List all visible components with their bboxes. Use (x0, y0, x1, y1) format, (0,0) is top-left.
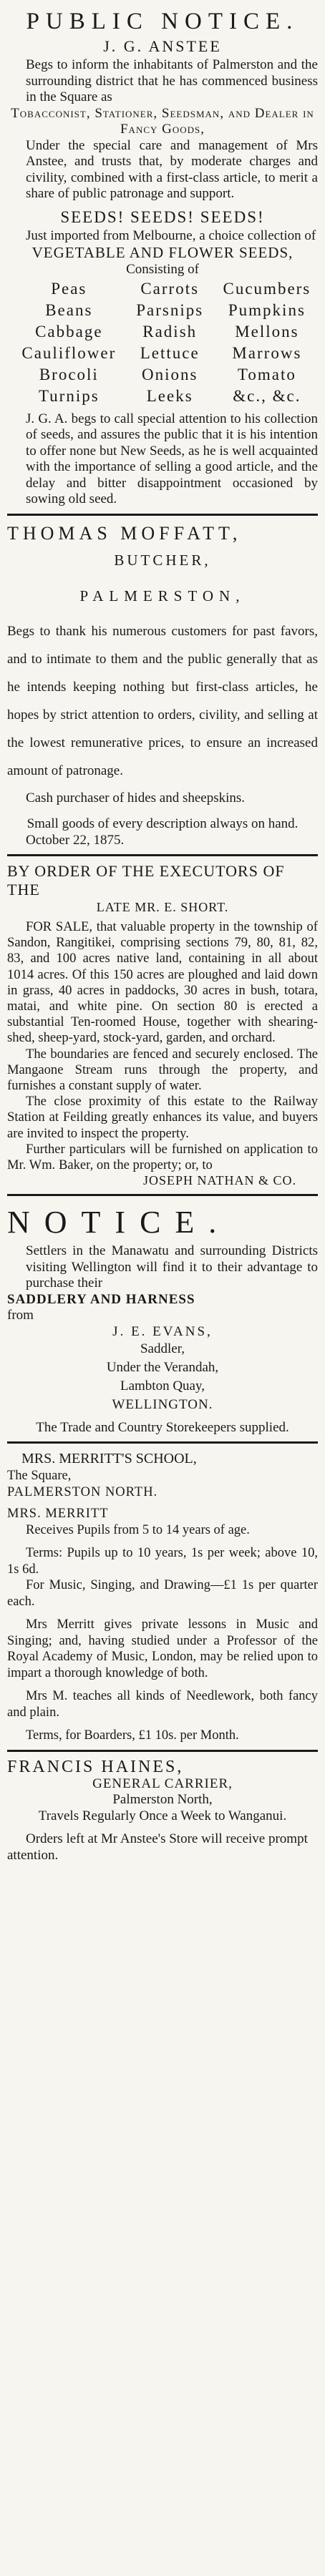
seed-row (7, 321, 318, 343)
divider (7, 1194, 318, 1196)
advertiser-name: J. E. EVANS, (112, 1323, 213, 1339)
vegetable-flower-heading: VEGETABLE AND FLOWER SEEDS, (31, 244, 294, 261)
seed-row (7, 386, 318, 407)
sale-paragraph: FOR SALE, that valuable property in the township of Sandon, Rangitikei, comprising sections 79, 80, 81, 82, 83, and 100 acres native land, containing in all about 1014 acres. Of this 150 acres are ploughed and laid down in grass, 40 acres in paddocks, 30 acres in bush, totara, matai, and white pine. On section 80 is erected a substantial Ten-roomed House, together with shearing-shed, sheep-yard, stock-yard, garden, and orchard. (7, 919, 318, 1046)
seed-row (7, 300, 318, 321)
location-line: The Square, (7, 1469, 72, 1484)
orders-paragraph: Orders left at Mr Anstee's Store will receive prompt attention. (7, 1831, 308, 1863)
seed-item: Radish (142, 322, 198, 341)
boundaries-paragraph: The boundaries are fenced and securely enclosed. The Mangaone Stream runs through the property, and furnishes a constant supply of water. (7, 1046, 318, 1094)
anstee-advertisement (7, 7, 318, 508)
town-line: PALMERSTON NORTH. (7, 1484, 158, 1499)
trade-line: BUTCHER, (114, 551, 211, 569)
head-line: MRS. MERRITT (7, 1507, 109, 1522)
ad-title: MRS. MERRITT'S SCHOOL, (21, 1451, 197, 1467)
seed-item: Mellons (235, 322, 299, 341)
merritt-school-advertisement (7, 1449, 318, 1744)
body-paragraph: Begs to thank his numerous customers for past favors, and to intimate to them and the public generally that as he intends keeping nothing but first-class articles, he hopes by strict attention to orders, civility, and selling at the lowest remunerative prices, to ensure an increased amount of patronage. (7, 623, 318, 778)
divider (7, 854, 318, 856)
seed-row (7, 343, 318, 364)
closing-paragraph: J. G. A. begs to call special attention to his collection of seeds, and assures the public that it is his intention to offer none but New Seeds, as he is well acquainted with the importance of selling a good article, and the delay and bitter disappointment occasioned by sowing old seed. (26, 411, 318, 506)
terms-paragraph: Terms: Pupils up to 10 years, 1s per week; above 10, 1s 6d. (7, 1546, 318, 1577)
trade-line: Saddler, (140, 1341, 185, 1356)
date-line: October 22, 1875. (26, 832, 125, 848)
divider (7, 514, 318, 516)
haines-advertisement (7, 1758, 318, 1864)
ad-title: PUBLIC NOTICE. (26, 9, 299, 34)
role-line: GENERAL CARRIER, (92, 1776, 233, 1791)
consisting-line: Consisting of (126, 262, 199, 277)
seed-item: Marrows (232, 343, 302, 362)
seed-item: Cabbage (35, 322, 103, 341)
seed-item: Peas (51, 279, 87, 298)
proximity-paragraph: The close proximity of this estate to the Railway Station at Feilding greatly enhances its value, and buyers are invited to inspect the property. (7, 1094, 318, 1141)
seed-item: Cauliflower (21, 343, 117, 362)
seed-item: Turnips (38, 386, 100, 405)
ad-title: THOMAS MOFFATT, (7, 522, 242, 544)
boarders-paragraph: Terms, for Boarders, £1 10s. per Month. (26, 1728, 239, 1743)
seed-list (7, 278, 318, 407)
receives-paragraph: Receives Pupils from 5 to 14 years of age. (26, 1522, 250, 1537)
seed-item: Onions (141, 365, 198, 383)
advertiser-name: J. G. ANSTEE (103, 37, 222, 55)
seed-item: Leeks (146, 386, 193, 405)
seed-item: Beans (45, 300, 93, 319)
ad-title: BY ORDER OF THE EXECUTORS OF THE (7, 862, 285, 898)
place-line: PALMERSTON, (79, 587, 246, 604)
seed-item: Tomato (237, 365, 296, 383)
seed-row (7, 278, 318, 300)
travels-line: Travels Regularly Once a Week to Wanganui. (38, 1808, 287, 1823)
signature: JOSEPH NATHAN & CO. (142, 1173, 296, 1188)
cash-line: Cash purchaser of hides and sheepskins. (26, 790, 246, 805)
seeds-heading: SEEDS! SEEDS! SEEDS! (60, 207, 265, 226)
intro-paragraph: Settlers in the Manawatu and surrounding Districts visiting Wellington will find it to their advantage to purchase their (26, 1243, 318, 1291)
seed-item: Brocoli (39, 365, 99, 383)
seed-item: Carrots (140, 279, 200, 298)
particulars-paragraph: Further particulars will be furnished on application to Mr. Wm. Baker, on the property; or, to (7, 1141, 318, 1173)
seed-item: &c., &c. (233, 386, 301, 405)
trades-line: Tobacconist, Stationer, Seedsman, and Dealer in Fancy Goods, (11, 105, 314, 137)
seed-item: Cucumbers (223, 279, 311, 298)
divider (7, 1441, 318, 1444)
divider (7, 1750, 318, 1752)
intro-paragraph: Begs to inform the inhabitants of Palmerston and the surrounding district that he has commenced business in the Square as (26, 57, 318, 104)
ad-subtitle: LATE MR. E. SHORT. (96, 900, 229, 914)
ad-title: NOTICE. (7, 1205, 231, 1240)
evans-advertisement (7, 1202, 318, 1436)
seed-item: Pumpkins (228, 300, 306, 319)
city-line: WELLINGTON. (112, 1396, 213, 1412)
management-paragraph: Under the special care and management of Mrs Anstee, and trusts that, by moderate charges and civility, combined with a first-class article, to merit a share of public patronage and support. (26, 137, 318, 201)
supply-line: The Trade and Country Storekeepers supplied. (36, 1419, 289, 1435)
seed-item: Parsnips (136, 300, 204, 319)
address-line: Lambton Quay, (120, 1378, 205, 1394)
address-line: Under the Verandah, (106, 1359, 219, 1375)
melbourne-line: Just imported from Melbourne, a choice collection of (26, 227, 316, 243)
private-lessons-paragraph: Mrs Merritt gives private lessons in Music and Singing; and, having studied under a Professor of the Royal Academy of Music, London, may be relied upon to impart a thorough knowledge of both. (7, 1617, 318, 1680)
seed-row (7, 364, 318, 386)
moffatt-advertisement (7, 521, 318, 849)
from-line: from (7, 1308, 34, 1323)
ad-title: FRANCIS HAINES, (7, 1757, 184, 1776)
music-paragraph: For Music, Singing, and Drawing—£1 1s per quarter each. (7, 1578, 318, 1609)
seed-item: Lettuce (140, 343, 200, 362)
goods-line: SADDLERY AND HARNESS (7, 1291, 195, 1307)
small-goods-line: Small goods of every description always on hand. (26, 816, 299, 831)
location-line: Palmerston North, (112, 1792, 213, 1808)
executors-advertisement (7, 862, 318, 1188)
needlework-paragraph: Mrs M. teaches all kinds of Needlework, both fancy and plain. (7, 1689, 318, 1720)
